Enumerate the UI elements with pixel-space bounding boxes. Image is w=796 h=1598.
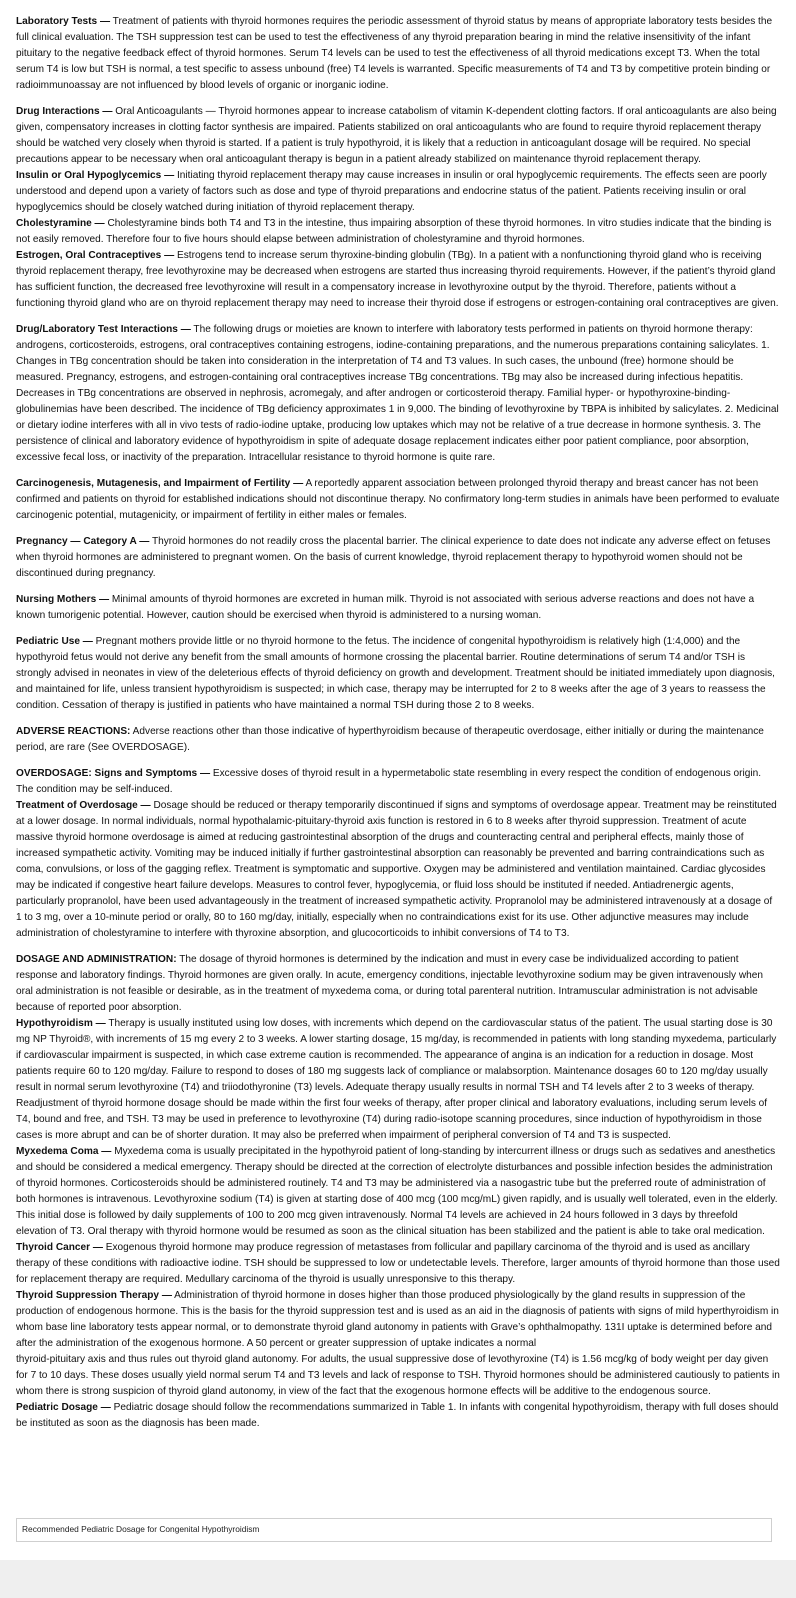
section-text: Initiating thyroid replacement therapy may cause increases in insulin or oral hypoglycemic requirements. The effects seen are poorly understood and depend upon a variety of factors such as dose and type of thyroid preparations and endocrine status of the patient. Patients receiving insulin or oral hypoglycemics should be closely watched during initiation of thyroid replacement therapy. (16, 170, 767, 213)
section-text: The following drugs or moieties are known to interfere with laboratory tests performed in patients on thyroid hormone therapy: androgens, corticosteroids, estrogens, oral contraceptives containing estrogens, iodine-containing preparations, and the numerous preparations containing salicylates. 1. Changes in TBg concentration should be taken into consideration in the interpretation of T4 and T3 values. In such cases, the unbound (free) hormone should be measured. Pregnancy, estrogens, and estrogen-containing oral contraceptives increase TBg concentrations. TBg may also be increased during infectious hepatitis. Decreases in TBg concentrations are observed in nephrosis, acromegaly, and after androgen or corticosteroid therapy. Familial hyper- or hypothyroxine-binding-globulinemias have been described. The incidence of TBg deficiency approximates 1 in 9,000. The binding of levothyroxine by TBPA is inhibited by salicylates. 2. Medicinal or dietary iodine interferes with all in vivo tests of radio-iodine uptake, producing low uptakes which may not be relative of a true decrease in hormone synthesis. 3. The persistence of clinical and laboratory evidence of hypothyroidism in spite of adequate dosage replacement indicates either poor patient compliance, poor absorption, excessive fecal loss, or inactivity of the preparation. Intracellular resistance to thyroid hormone is quite rare. (16, 324, 779, 463)
section-cholestyramine (16, 216, 780, 248)
section-text: Estrogens tend to increase serum thyroxine-binding globulin (TBg). In a patient with a nonfunctioning thyroid gland who is receiving thyroid replacement therapy, free levothyroxine may be decreased when estrogens are started thus increasing thyroid requirements. However, if the patient’s thyroid gland has sufficient function, the decreased free levothyroxine will result in a compensatory increase in levothyroxine output by the thyroid. Therefore, patients without a functioning thyroid gland who are on thyroid replacement therapy may need to increase their thyroid dose if estrogens or estrogen-containing oral contraceptives are given. (16, 250, 779, 309)
section-dosage-administration (16, 952, 780, 1016)
section-hypothyroidism (16, 1016, 780, 1144)
section-text: Dosage should be reduced or therapy temporarily discontinued if signs and symptoms of overdosage appear. Treatment may be reinstituted at a lower dosage. In normal individuals, normal hypothalamic-pituitary-thyroid axis function is restored in 6 to 8 weeks after thyroid suppression. Treatment of acute massive thyroid hormone overdosage is aimed at reducing gastrointestinal absorption of the drugs and counteracting central and peripheral effects, mainly those of increased sympathetic activity. Vomiting may be induced initially if further gastrointestinal absorption can reasonably be prevented and barring contraindications such as coma, convulsions, or loss of the gagging reflex. Treatment is symptomatic and supportive. Oxygen may be administered and ventilation maintained. Cardiac glycosides may be indicated if congestive heart failure develops. Measures to control fever, hypoglycemia, or fluid loss should be instituted if needed. Antiadrenergic agents, particularly propranolol, have been used advantageously in the treatment of increased sympathetic activity. Propranolol may be administered intravenously at a dosage of 1 to 3 mg, over a 10-minute period or orally, 80 to 160 mg/day, initially, especially when no contraindications exist for its use. Other adjunctive measures may include administration of cholestyramine to interfere with thyroxine absorption, and glucocorticoids to inhibit conversions of T4 to T3. (16, 800, 777, 939)
section-heading: Laboratory Tests — (16, 16, 111, 27)
section-myxedema-coma (16, 1144, 780, 1240)
section-text: Thyroid hormones do not readily cross the placental barrier. The clinical experience to date does not indicate any adverse effect on fetuses when thyroid hormones are administered to pregnant women. On the basis of current knowledge, thyroid replacement therapy to hypothyroid women should not be discontinued during pregnancy. (16, 536, 771, 579)
section-text: Exogenous thyroid hormone may produce regression of metastases from follicular and papillary carcinoma of the thyroid and is used as ancillary therapy of these conditions with radioactive iodine. TSH should be suppressed to low or undetectable levels. Therefore, larger amounts of thyroid hormone than those used for replacement therapy are required. Medullary carcinoma of the thyroid is usually unresponsive to this therapy. (16, 1242, 780, 1285)
section-heading: Pediatric Dosage — (16, 1402, 111, 1413)
section-pediatric-dosage (16, 1400, 780, 1432)
section-insulin-hypoglycemics (16, 168, 780, 216)
section-heading: OVERDOSAGE: Signs and Symptoms — (16, 768, 211, 779)
section-heading: Cholestyramine — (16, 218, 105, 229)
section-carcinogenesis (16, 476, 780, 524)
section-heading: Estrogen, Oral Contraceptives — (16, 250, 175, 261)
section-nursing-mothers (16, 592, 780, 624)
section-heading: Thyroid Cancer — (16, 1242, 103, 1253)
section-heading: Myxedema Coma — (16, 1146, 112, 1157)
section-heading: Thyroid Suppression Therapy — (16, 1290, 172, 1301)
section-heading: Treatment of Overdosage — (16, 800, 151, 811)
table-caption: Recommended Pediatric Dosage for Congenital Hypothyroidism (22, 1524, 260, 1534)
section-thyroid-cancer (16, 1240, 780, 1288)
section-heading: Insulin or Oral Hypoglycemics — (16, 170, 175, 181)
pediatric-dosage-table (16, 1518, 772, 1542)
section-text: Pregnant mothers provide little or no thyroid hormone to the fetus. The incidence of congenital hypothyroidism is relatively high (1:4,000) and the hypothyroid fetus would not derive any benefit from the small amounts of hormone crossing the placental barrier. Routine determinations of serum T4 and/or TSH is strongly advised in neonates in view of the deleterious effects of thyroid deficiency on growth and development. Treatment should be initiated immediately upon diagnosis, and maintained for life, unless transient hypothyroidism is suspected; in which case, therapy may be interrupted for 2 to 8 weeks after the age of 3 years to reassess the condition. Cessation of therapy is justified in patients who have maintained a normal TSH during those 2 to 8 weeks. (16, 636, 775, 711)
section-overdosage-signs (16, 766, 780, 798)
section-text: Excessive doses of thyroid result in a hypermetabolic state resembling in every respect the condition of endogenous origin. The condition may be self-induced. (16, 768, 762, 795)
section-pregnancy (16, 534, 780, 582)
section-estrogen (16, 248, 780, 312)
section-thyroid-suppression-continued (16, 1352, 780, 1400)
section-text: Treatment of patients with thyroid hormones requires the periodic assessment of thyroid status by means of appropriate laboratory tests besides the full clinical evaluation. The TSH suppression test can be used to test the effectiveness of any thyroid preparation bearing in mind the relative insensitivity of the infant pituitary to the negative feedback effect of thyroid hormones. Serum T4 levels can be used to test the effectiveness of all thyroid medications except T3. When the total serum T4 is low but TSH is normal, a test specific to assess unbound (free) T4 levels is warranted. Specific measurements of T4 and T3 by competitive protein binding or radioimmunoassay are not influenced by blood levels of organic or inorganic iodine. (16, 16, 773, 91)
section-heading: Pregnancy — Category A — (16, 536, 150, 547)
section-text: Therapy is usually instituted using low doses, with increments which depend on the cardiovascular status of the patient. The usual starting dose is 30 mg NP Thyroid®, with increments of 15 mg every 2 to 3 weeks. A lower starting dosage, 15 mg/day, is recommended in patients with long standing myxedema, particularly if cardiovascular impairment is suspected, in which case extreme caution is recommended. The appearance of angina is an indication for a reduction in dosage. Most patients require 60 to 120 mg/day. Failure to respond to doses of 180 mg suggests lack of compliance or malabsorption. Maintenance dosages 60 to 120 mg/day usually result in normal serum levothyroxine (T4) and triiodothyronine (T3) levels. Adequate therapy usually results in normal TSH and T4 levels after 2 to 3 weeks of therapy. Readjustment of thyroid hormone dosage should be made within the first four weeks of therapy, after proper clinical and laboratory evaluations, including serum levels of T4, bound and free, and TSH. T3 may be used in preference to levothyroxine (T4) during radio-isotope scanning procedures, since induction of hypothyroidism in those cases is more abrupt and can be of shorter duration. It may also be preferred when impairment of peripheral conversion of T4 and T3 is suspected. (16, 1018, 777, 1141)
section-heading: Drug Interactions — (16, 106, 113, 117)
section-text: Administration of thyroid hormone in doses higher than those produced physiologically by the gland results in suppression of the production of endogenous hormone. This is the basis for the thyroid suppression test and is used as an aid in the diagnosis of patients with signs of mild hyperthyroidism in whom base line laboratory tests appear normal, or to demonstrate thyroid gland autonomy in patients with Grave’s ophthalmopathy. 131I uptake is determined before and after the administration of the exogenous hormone. A 50 percent or greater suppression of uptake indicates a normal (16, 1290, 779, 1349)
section-text: A reportedly apparent association between prolonged thyroid therapy and breast cancer has not been confirmed and patients on thyroid for established indications should not discontinue therapy. No confirmatory long-term studies in animals have been performed to evaluate carcinogenic potential, mutagenicity, or impairment of fertility in either males or females. (16, 478, 780, 521)
section-heading: Carcinogenesis, Mutagenesis, and Impairment of Fertility — (16, 478, 304, 489)
section-text: thyroid-pituitary axis and thus rules out thyroid gland autonomy. For adults, the usual suppressive dose of levothyroxine (T4) is 1.56 mcg/kg of body weight per day given for 7 to 10 days. These doses usually yield normal serum T4 and T3 levels and lack of response to TSH. Thyroid hormones should be administered cautiously to patients in whom there is strong suspicion of thyroid gland autonomy, in view of the fact that the exogenous hormone effects will be additive to the endogenous source. (16, 1354, 780, 1397)
section-heading: Pediatric Use — (16, 636, 93, 647)
section-drug-interactions (16, 104, 780, 168)
section-text: The dosage of thyroid hormones is determined by the indication and must in every case be individualized according to patient response and laboratory findings. Thyroid hormones are given orally. In acute, emergency conditions, injectable levothyroxine sodium may be given intravenously when oral administration is not feasible or desirable, as in the treatment of myxedema coma, or during total parenteral nutrition. Intramuscular administration is not advisable because of reported poor absorption. (16, 954, 763, 1013)
section-treatment-of-overdosage (16, 798, 780, 942)
page-bottom-margin (0, 1560, 796, 1598)
section-heading: Hypothyroidism — (16, 1018, 106, 1029)
section-text: Minimal amounts of thyroid hormones are excreted in human milk. Thyroid is not associated with serious adverse reactions and does not have a known tumorigenic potential. However, caution should be exercised when thyroid is administered to a nursing woman. (16, 594, 755, 621)
section-heading: ADVERSE REACTIONS: (16, 726, 131, 737)
document-body (16, 14, 780, 1432)
section-text: Cholestyramine binds both T4 and T3 in the intestine, thus impairing absorption of these thyroid hormones. In vitro studies indicate that the binding is not easily removed. Therefore four to five hours should elapse between administration of cholestyramine and thyroid hormones. (16, 218, 772, 245)
section-thyroid-suppression (16, 1288, 780, 1352)
section-adverse-reactions (16, 724, 780, 756)
section-drug-lab-interactions (16, 322, 780, 466)
section-laboratory-tests (16, 14, 780, 94)
section-text: Pediatric dosage should follow the recommendations summarized in Table 1. In infants with congenital hypothyroidism, therapy with full doses should be instituted as soon as the diagnosis has been made. (16, 1402, 779, 1429)
section-heading: Drug/Laboratory Test Interactions — (16, 324, 191, 335)
section-pediatric-use (16, 634, 780, 714)
section-heading: DOSAGE AND ADMINISTRATION: (16, 954, 177, 965)
section-text: Oral Anticoagulants — Thyroid hormones appear to increase catabolism of vitamin K-dependent clotting factors. If oral anticoagulants are also being given, compensatory increases in clotting factor synthesis are impaired. Patients stabilized on oral anticoagulants who are found to require thyroid replacement therapy should be watched very closely when thyroid is started. If a patient is truly hypothyroid, it is likely that a reduction in anticoagulant dosage will be required. No special precautions appear to be necessary when oral anticoagulant therapy is begun in a patient already stabilized on maintenance thyroid replacement therapy. (16, 106, 777, 165)
section-heading: Nursing Mothers — (16, 594, 110, 605)
section-text: Adverse reactions other than those indicative of hyperthyroidism because of therapeutic overdosage, either initially or during the maintenance period, are rare (See OVERDOSAGE). (16, 726, 764, 753)
section-text: Myxedema coma is usually precipitated in the hypothyroid patient of long-standing by intercurrent illness or drugs such as sedatives and anesthetics and should be considered a medical emergency. Therapy should be directed at the correction of electrolyte disturbances and possible infection besides the administration of thyroid hormones. Corticosteroids should be administered routinely. T4 and T3 may be administered via a nasogastric tube but the preferred route of administration of both hormones is intravenous. Levothyroxine sodium (T4) is given at starting dose of 400 mcg (100 mcg/mL) given rapidly, and is usually well tolerated, even in the elderly. This initial dose is followed by daily supplements of 100 to 200 mcg given intravenously. Normal T4 levels are achieved in 24 hours followed in 3 days by threefold elevation of T3. Oral therapy with thyroid hormone would be resumed as soon as the clinical situation has been stabilized and the patient is able to take oral medication. (16, 1146, 778, 1237)
